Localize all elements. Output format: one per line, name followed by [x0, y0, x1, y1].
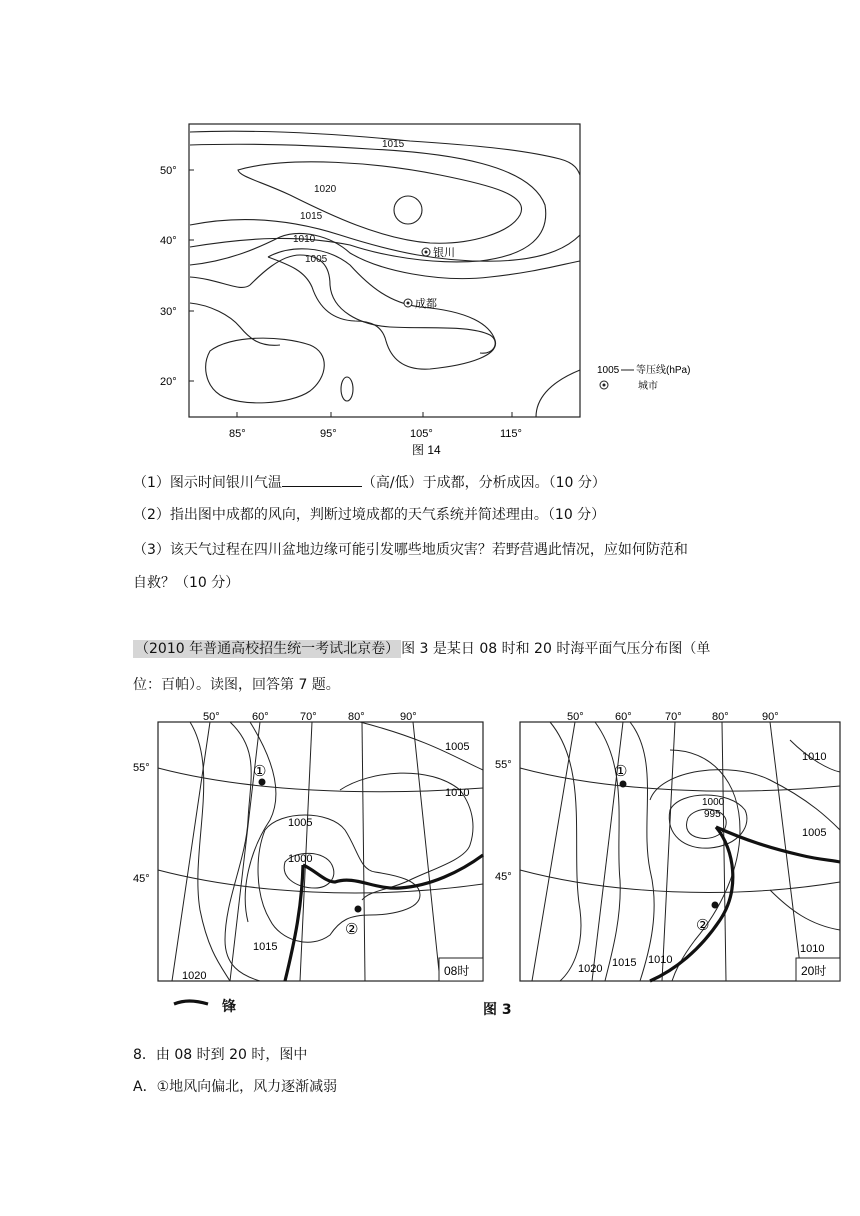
lat-label: 45° [495, 871, 512, 883]
isobar-label: 1005 [305, 254, 328, 265]
isobar-label: 1020 [182, 970, 207, 982]
isobar-label: 1010 [648, 954, 673, 966]
lon-label: 80° [712, 711, 729, 723]
isobar-south-west [206, 338, 325, 403]
isobar-label: 1005 [445, 741, 470, 753]
intro-line-1 [133, 639, 710, 659]
isobar-label: 1020 [314, 184, 337, 195]
point-2-label: ② [696, 917, 710, 934]
point-2-dot [712, 902, 719, 909]
isobar-label: 1010 [802, 751, 827, 763]
city-label-yinchuan: 银川 [433, 247, 455, 259]
question-1-pre: （1）图示时间银川气温 [133, 475, 282, 491]
isobar-1005-closed [258, 815, 420, 942]
fig14-legend [597, 363, 690, 392]
isobar-1015-north [190, 131, 580, 175]
lat-label: 20° [160, 376, 177, 388]
isobar-1005 [190, 255, 495, 353]
source-tag: （2010 年普通高校招生统一考试北京卷） [135, 641, 400, 657]
isobar-label: 1015 [253, 941, 278, 953]
lat-label: 30° [160, 306, 177, 318]
isobar-label: 1000 [288, 853, 313, 865]
point-1-label: ① [253, 763, 267, 780]
lon-label: 90° [400, 711, 417, 723]
lon-label: 90° [762, 711, 779, 723]
lon-label: 70° [665, 711, 682, 723]
lon-label: 70° [300, 711, 317, 723]
lon-label: 60° [252, 711, 269, 723]
point-1-dot [620, 781, 627, 788]
figure-3-caption: 图 3 [483, 1002, 512, 1018]
lat-label: 45° [133, 873, 150, 885]
point-2-label: ② [345, 921, 359, 938]
front-legend-line [174, 1001, 208, 1004]
question-8-option-a[interactable]: A．①地风向偏北，风力逐渐减弱 [133, 1079, 338, 1095]
lon-label: 85° [229, 428, 246, 440]
lon-label: 105° [410, 428, 433, 440]
question-1-post: （高/低）于成都，分析成因。（10 分） [361, 475, 606, 491]
lon-label: 80° [348, 711, 365, 723]
isobar-label: 1015 [382, 139, 405, 150]
isobar-1015-outer [190, 144, 546, 262]
question-3: （3）该天气过程在四川盆地边缘可能引发哪些地质灾害？若野营遇此情况，应如何防范和 [133, 542, 688, 558]
lat-label: 55° [495, 759, 512, 771]
question-2: （2）指出图中成都的风向，判断过境成都的天气系统并简述理由。（10 分） [133, 507, 606, 523]
isobar-small-low [341, 377, 353, 401]
isobar-label: 1020 [578, 963, 603, 975]
legend-isobar-value: 1005 [597, 365, 620, 376]
lat-label: 40° [160, 235, 177, 247]
time-label: 20时 [801, 964, 827, 978]
figure-caption: 图 14 [412, 443, 441, 457]
front-line [303, 855, 483, 888]
isobar-label: 1015 [300, 211, 323, 222]
point-2-dot [355, 906, 362, 913]
isobar-label: 1010 [293, 234, 316, 245]
lon-label: 60° [615, 711, 632, 723]
figure-3-right [490, 710, 850, 990]
lon-label: 95° [320, 428, 337, 440]
high-center [394, 196, 422, 224]
isobar-label: 1000 [702, 797, 725, 808]
question-1 [133, 472, 606, 493]
intro-rest: 图 3 是某日 08 时和 20 时海平面气压分布图（单 [401, 641, 711, 657]
city-label-chengdu: 成都 [415, 298, 437, 310]
lon-label: 50° [567, 711, 584, 723]
lat-label: 55° [133, 762, 150, 774]
front-legend-label: 锋 [222, 999, 236, 1015]
isobar-label: 1015 [612, 957, 637, 969]
map-frame [158, 722, 483, 981]
answer-blank[interactable] [282, 472, 362, 487]
question-3-cont: 自救？（10 分） [133, 575, 240, 591]
figure-3-left [130, 710, 490, 990]
point-1-label: ① [614, 763, 628, 780]
legend-isobar-text: 等压线(hPa) [636, 365, 691, 376]
isobar-label: 1010 [445, 787, 470, 799]
isobar-1020 [238, 162, 522, 243]
lon-label: 50° [203, 711, 220, 723]
isobar-label: 1010 [800, 943, 825, 955]
legend-city-text: 城市 [638, 381, 658, 392]
lon-label: 115° [500, 428, 522, 440]
lat-label: 50° [160, 165, 177, 177]
isobar-label: 995 [704, 809, 721, 820]
intro-line-2: 位：百帕）。读图，回答第 7 题。 [133, 677, 340, 693]
time-label: 08时 [444, 964, 470, 978]
isobar-label: 1005 [802, 827, 827, 839]
figure-14 [150, 115, 710, 460]
isobar-1015-mid [190, 220, 580, 262]
city-chengdu [404, 296, 437, 310]
isobar-1010 [190, 234, 580, 279]
isobar-label: 1005 [288, 817, 313, 829]
isobar-southeast [536, 370, 580, 417]
isobar-west-edge [190, 303, 280, 345]
question-8-stem: 8．由 08 时到 20 时，图中 [133, 1047, 308, 1063]
